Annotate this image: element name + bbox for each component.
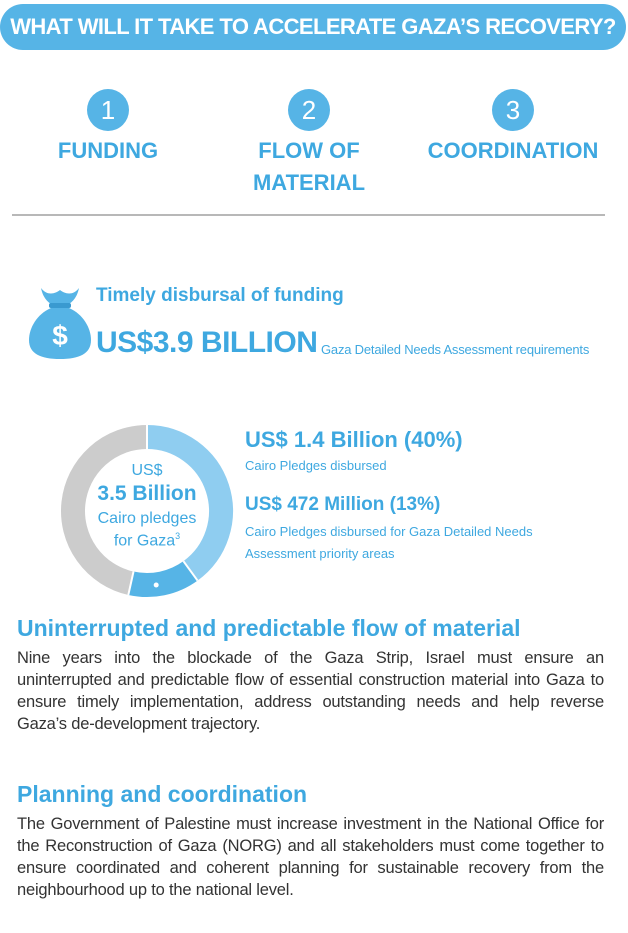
banner-title: WHAT WILL IT TAKE TO ACCELERATE GAZA’S RECOVERY? — [0, 4, 626, 50]
funding-amount: US$3.9 BILLION — [96, 326, 318, 359]
step-label-coordination: COORDINATION — [427, 138, 599, 163]
donut-center-label-2-text: for Gaza — [113, 532, 176, 550]
section-body-flow: Nine years into the blockade of the Gaza Strip, Israel must ensure an uninterrupted and predictable flow of essential construction material into Gaza to ensure timely implementation, address outstanding needs and help reverse Gaza’s de-development trajectory. — [17, 649, 604, 733]
legend-priority-label: Cairo Pledges disbursed for Gaza Detailed Needs Assessment priority areas — [245, 524, 533, 561]
step-number-1: 1 — [87, 89, 129, 131]
donut-center-amount: 3.5 Billion — [97, 482, 197, 505]
step-coordination — [413, 89, 613, 167]
section-divider — [12, 214, 605, 216]
step-number-3: 3 — [492, 89, 534, 131]
money-bag-icon — [27, 284, 93, 360]
svg-text:$: $ — [52, 320, 68, 351]
donut-slice-priority — [131, 571, 191, 585]
step-flow-of-material — [209, 89, 409, 199]
step-label-flow-line2: MATERIAL — [252, 170, 366, 195]
donut-center-label-2 — [60, 531, 234, 550]
priority-marker-dot — [154, 582, 159, 587]
step-number-2: 2 — [288, 89, 330, 131]
step-label-flow-line1: FLOW OF — [258, 138, 360, 163]
step-label-funding: FUNDING — [57, 138, 159, 163]
step-funding — [8, 89, 208, 167]
funding-heading: Timely disbursal of funding — [96, 285, 344, 306]
legend-disbursed-label: Cairo Pledges disbursed — [245, 458, 387, 473]
legend-priority-title: US$ 472 Million (13%) — [245, 494, 441, 515]
donut-center-currency: US$ — [131, 462, 163, 479]
section-title-flow: Uninterrupted and predictable flow of material — [17, 615, 521, 641]
donut-center-label: Cairo pledges — [97, 510, 197, 527]
footnote-marker: 3 — [175, 531, 181, 541]
funding-description: Gaza Detailed Needs Assessment requirements — [321, 342, 590, 357]
legend-disbursed-title: US$ 1.4 Billion (40%) — [245, 427, 463, 452]
section-title-planning: Planning and coordination — [17, 781, 308, 807]
section-body-planning: The Government of Palestine must increase investment in the National Office for the Reconstruction of Gaza (NORG) and all stakeholders must come together to ensure coordinated and coherent planning for sustainable recovery from the neighbourhood up to the national level. — [17, 815, 604, 899]
